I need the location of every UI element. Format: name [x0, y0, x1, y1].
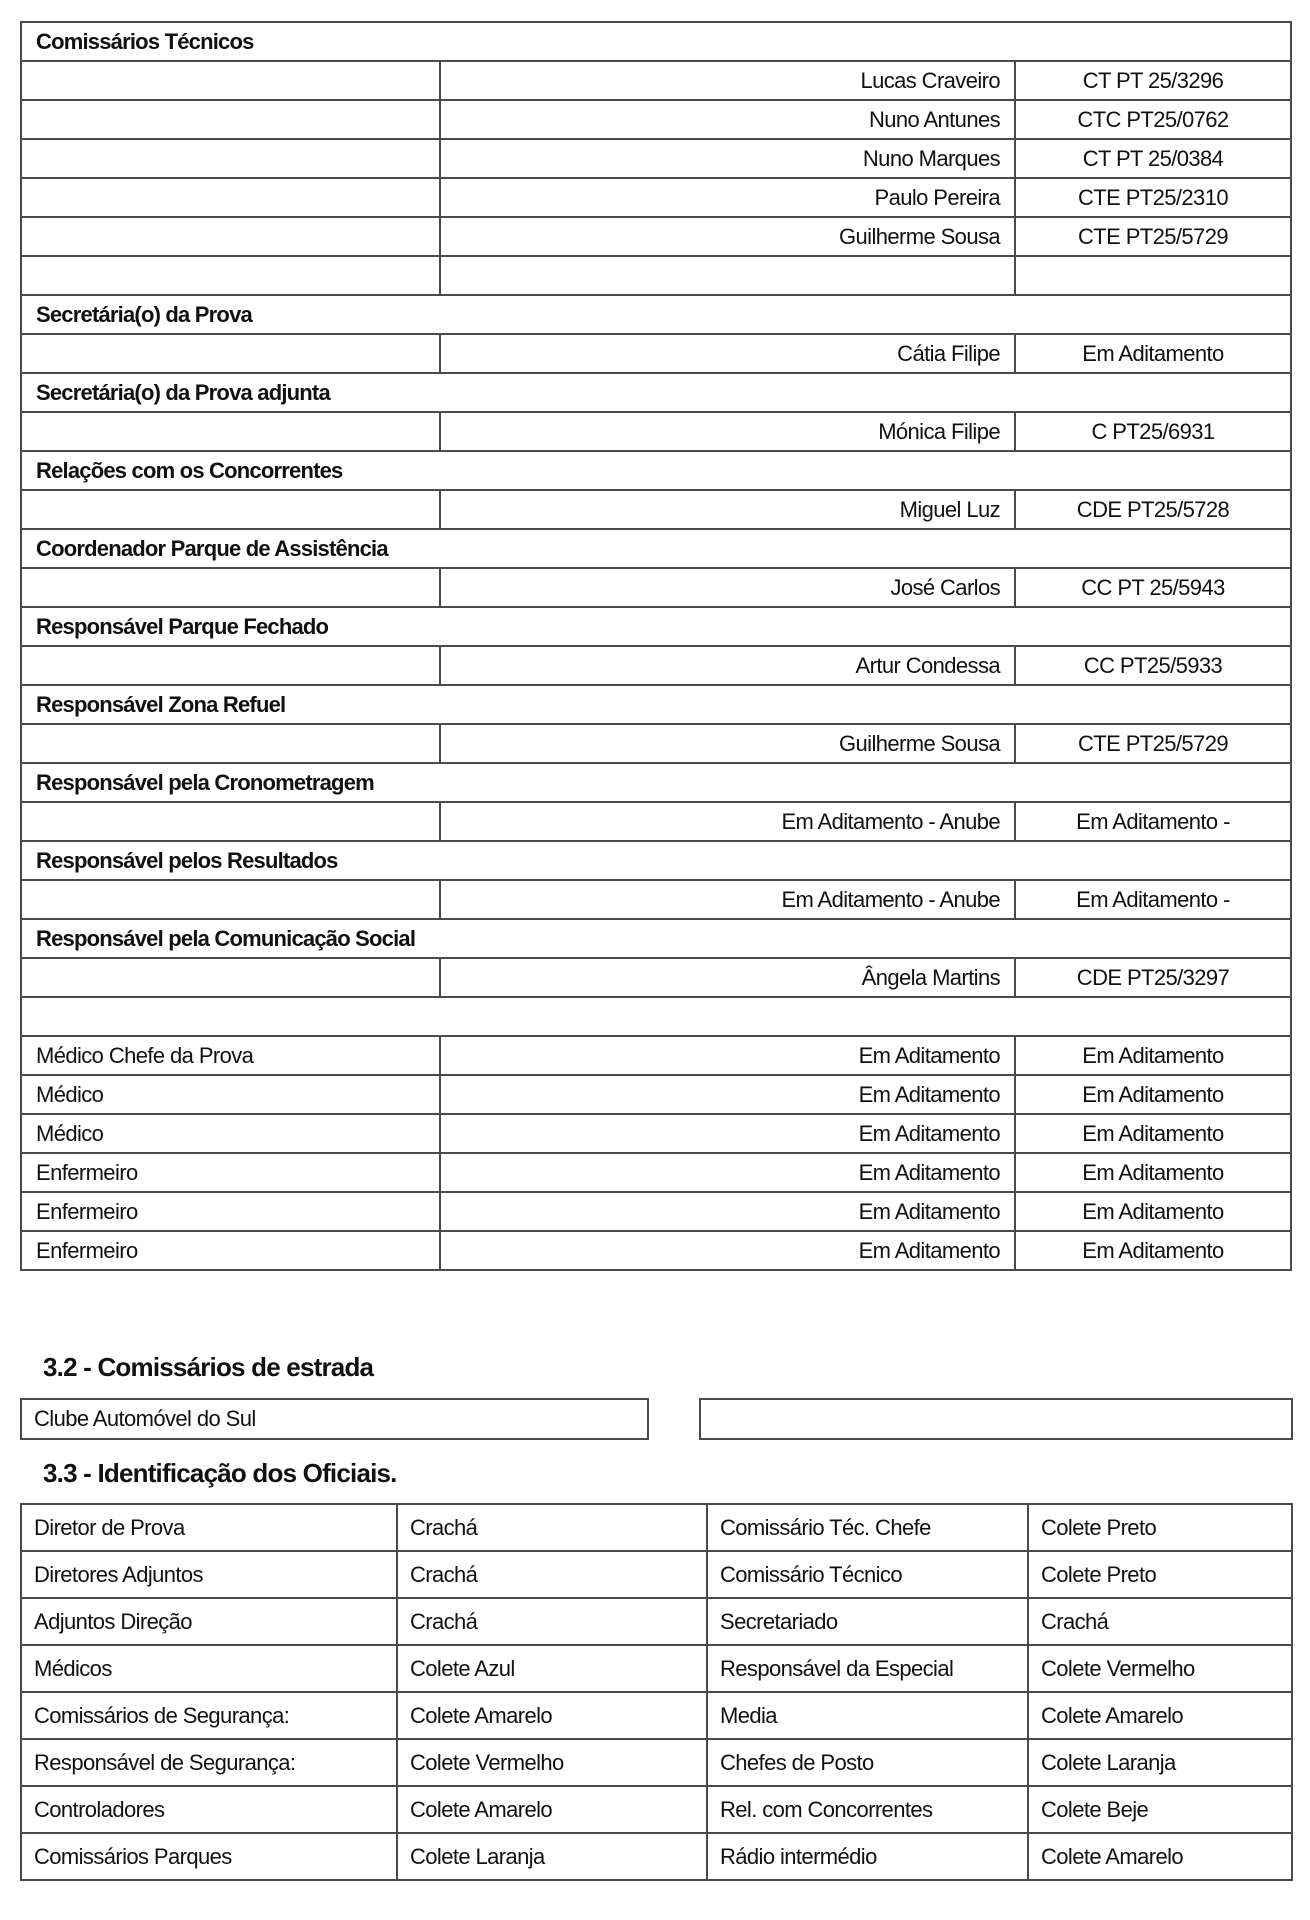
name-cell: Em Aditamento [440, 1075, 1015, 1114]
role-cell [21, 61, 440, 100]
license-cell [1015, 256, 1291, 295]
official-role-cell: Rel. com Concorrentes [707, 1786, 1028, 1833]
table-row [21, 1114, 1291, 1153]
license-cell: Em Aditamento [1015, 1036, 1291, 1075]
identifier-cell: Colete Amarelo [397, 1692, 707, 1739]
license-cell: Em Aditamento - [1015, 802, 1291, 841]
role-cell [21, 646, 440, 685]
section-title: Responsável pela Comunicação Social [21, 919, 1291, 958]
official-role-cell: Diretor de Prova [21, 1504, 397, 1551]
section-title: Responsável Zona Refuel [21, 685, 1291, 724]
table-row [21, 100, 1291, 139]
table-row [21, 490, 1291, 529]
name-cell: Cátia Filipe [440, 334, 1015, 373]
name-cell [440, 256, 1015, 295]
section-title: Relações com os Concorrentes [21, 451, 1291, 490]
empty-cell [21, 997, 1291, 1036]
table-row [21, 412, 1291, 451]
name-cell: José Carlos [440, 568, 1015, 607]
role-cell [21, 802, 440, 841]
name-cell: Artur Condessa [440, 646, 1015, 685]
name-cell: Nuno Antunes [440, 100, 1015, 139]
section-row [21, 451, 1291, 490]
role-cell [21, 139, 440, 178]
name-cell: Em Aditamento - Anube [440, 880, 1015, 919]
table-row [21, 178, 1291, 217]
table-row [21, 1598, 1292, 1645]
identifier-cell: Colete Beje [1028, 1786, 1292, 1833]
role-cell [21, 412, 440, 451]
name-cell: Em Aditamento [440, 1036, 1015, 1075]
name-cell: Ângela Martins [440, 958, 1015, 997]
table-row [21, 1075, 1291, 1114]
name-cell: Em Aditamento [440, 1231, 1015, 1270]
table-row [21, 724, 1291, 763]
table-row [21, 646, 1291, 685]
role-cell: Enfermeiro [21, 1231, 440, 1270]
name-cell: Em Aditamento [440, 1153, 1015, 1192]
role-cell [21, 724, 440, 763]
identifier-cell: Colete Preto [1028, 1504, 1292, 1551]
identifier-cell: Crachá [397, 1551, 707, 1598]
section-row [21, 841, 1291, 880]
section-row [21, 919, 1291, 958]
identifier-cell: Colete Laranja [397, 1833, 707, 1880]
license-cell: CDE PT25/3297 [1015, 958, 1291, 997]
license-cell: CTC PT25/0762 [1015, 100, 1291, 139]
table-row [21, 1192, 1291, 1231]
official-role-cell: Responsável de Segurança: [21, 1739, 397, 1786]
section-title: Secretária(o) da Prova [21, 295, 1291, 334]
role-cell [21, 490, 440, 529]
role-cell [21, 100, 440, 139]
section-row [21, 607, 1291, 646]
table-row [21, 568, 1291, 607]
role-cell [21, 334, 440, 373]
section-title: Responsável pelos Resultados [21, 841, 1291, 880]
section-title: Secretária(o) da Prova adjunta [21, 373, 1291, 412]
license-cell: CC PT25/5933 [1015, 646, 1291, 685]
table-row [21, 334, 1291, 373]
section-title: Comissários Técnicos [21, 22, 1291, 61]
identifier-cell: Colete Amarelo [1028, 1833, 1292, 1880]
table-row [21, 1833, 1292, 1880]
road-marshals-heading: 3.2 - Comissários de estrada [43, 1352, 374, 1382]
license-cell: C PT25/6931 [1015, 412, 1291, 451]
section-row [21, 295, 1291, 334]
license-cell: Em Aditamento [1015, 334, 1291, 373]
license-cell: Em Aditamento [1015, 1153, 1291, 1192]
table-row [21, 1504, 1292, 1551]
section-row [21, 22, 1291, 61]
license-cell: Em Aditamento [1015, 1231, 1291, 1270]
role-cell: Enfermeiro [21, 1153, 440, 1192]
identifier-cell: Colete Amarelo [397, 1786, 707, 1833]
license-cell: CT PT 25/3296 [1015, 61, 1291, 100]
license-cell: CTE PT25/2310 [1015, 178, 1291, 217]
role-cell: Médico [21, 1114, 440, 1153]
section-row [21, 763, 1291, 802]
official-role-cell: Diretores Adjuntos [21, 1551, 397, 1598]
official-role-cell: Secretariado [707, 1598, 1028, 1645]
name-cell: Guilherme Sousa [440, 217, 1015, 256]
license-cell: CT PT 25/0384 [1015, 139, 1291, 178]
official-role-cell: Comissários Parques [21, 1833, 397, 1880]
name-cell: Em Aditamento - Anube [440, 802, 1015, 841]
table-row [21, 958, 1291, 997]
role-cell [21, 217, 440, 256]
official-role-cell: Responsável da Especial [707, 1645, 1028, 1692]
role-cell [21, 568, 440, 607]
table-row [21, 1231, 1291, 1270]
section-row [21, 529, 1291, 568]
role-cell [21, 178, 440, 217]
table-row [21, 1551, 1292, 1598]
name-cell: Em Aditamento [440, 1114, 1015, 1153]
section-row [21, 373, 1291, 412]
identifier-cell: Colete Azul [397, 1645, 707, 1692]
name-cell: Em Aditamento [440, 1192, 1015, 1231]
role-cell [21, 256, 440, 295]
official-role-cell: Chefes de Posto [707, 1739, 1028, 1786]
official-role-cell: Comissário Téc. Chefe [707, 1504, 1028, 1551]
section-title: Responsável Parque Fechado [21, 607, 1291, 646]
section-row [21, 685, 1291, 724]
spacer-row [21, 997, 1291, 1036]
table-row [21, 1692, 1292, 1739]
road-marshals-empty-box [699, 1398, 1293, 1440]
official-role-cell: Rádio intermédio [707, 1833, 1028, 1880]
name-cell: Miguel Luz [440, 490, 1015, 529]
identifier-cell: Colete Laranja [1028, 1739, 1292, 1786]
official-role-cell: Adjuntos Direção [21, 1598, 397, 1645]
table-row [21, 61, 1291, 100]
role-cell [21, 880, 440, 919]
role-cell: Enfermeiro [21, 1192, 440, 1231]
table-row [21, 1036, 1291, 1075]
section-title: Responsável pela Cronometragem [21, 763, 1291, 802]
license-cell: Em Aditamento [1015, 1114, 1291, 1153]
identifier-cell: Colete Preto [1028, 1551, 1292, 1598]
license-cell: CC PT 25/5943 [1015, 568, 1291, 607]
license-cell: CTE PT25/5729 [1015, 217, 1291, 256]
identifier-cell: Crachá [397, 1504, 707, 1551]
table-row [21, 802, 1291, 841]
official-role-cell: Comissário Técnico [707, 1551, 1028, 1598]
name-cell: Lucas Craveiro [440, 61, 1015, 100]
role-cell [21, 958, 440, 997]
official-role-cell: Médicos [21, 1645, 397, 1692]
identifier-cell: Crachá [397, 1598, 707, 1645]
table-row [21, 217, 1291, 256]
identifier-cell: Colete Vermelho [397, 1739, 707, 1786]
name-cell: Nuno Marques [440, 139, 1015, 178]
role-cell: Médico Chefe da Prova [21, 1036, 440, 1075]
table-row [21, 1153, 1291, 1192]
identification-heading: 3.3 - Identificação dos Oficiais. [43, 1458, 397, 1488]
table-row [21, 139, 1291, 178]
officials-table [20, 21, 1292, 1271]
license-cell: Em Aditamento [1015, 1075, 1291, 1114]
license-cell: Em Aditamento [1015, 1192, 1291, 1231]
name-cell: Guilherme Sousa [440, 724, 1015, 763]
table-row [21, 1645, 1292, 1692]
section-title: Coordenador Parque de Assistência [21, 529, 1291, 568]
license-cell: CDE PT25/5728 [1015, 490, 1291, 529]
identifier-cell: Crachá [1028, 1598, 1292, 1645]
role-cell: Médico [21, 1075, 440, 1114]
license-cell: Em Aditamento - [1015, 880, 1291, 919]
name-cell: Mónica Filipe [440, 412, 1015, 451]
official-role-cell: Comissários de Segurança: [21, 1692, 397, 1739]
identifier-cell: Colete Amarelo [1028, 1692, 1292, 1739]
official-role-cell: Controladores [21, 1786, 397, 1833]
identification-table [20, 1503, 1293, 1881]
identifier-cell: Colete Vermelho [1028, 1645, 1292, 1692]
license-cell: CTE PT25/5729 [1015, 724, 1291, 763]
road-marshals-club-box: Clube Automóvel do Sul [20, 1398, 649, 1440]
table-row [21, 880, 1291, 919]
official-role-cell: Media [707, 1692, 1028, 1739]
name-cell: Paulo Pereira [440, 178, 1015, 217]
table-row [21, 256, 1291, 295]
table-row [21, 1739, 1292, 1786]
table-row [21, 1786, 1292, 1833]
